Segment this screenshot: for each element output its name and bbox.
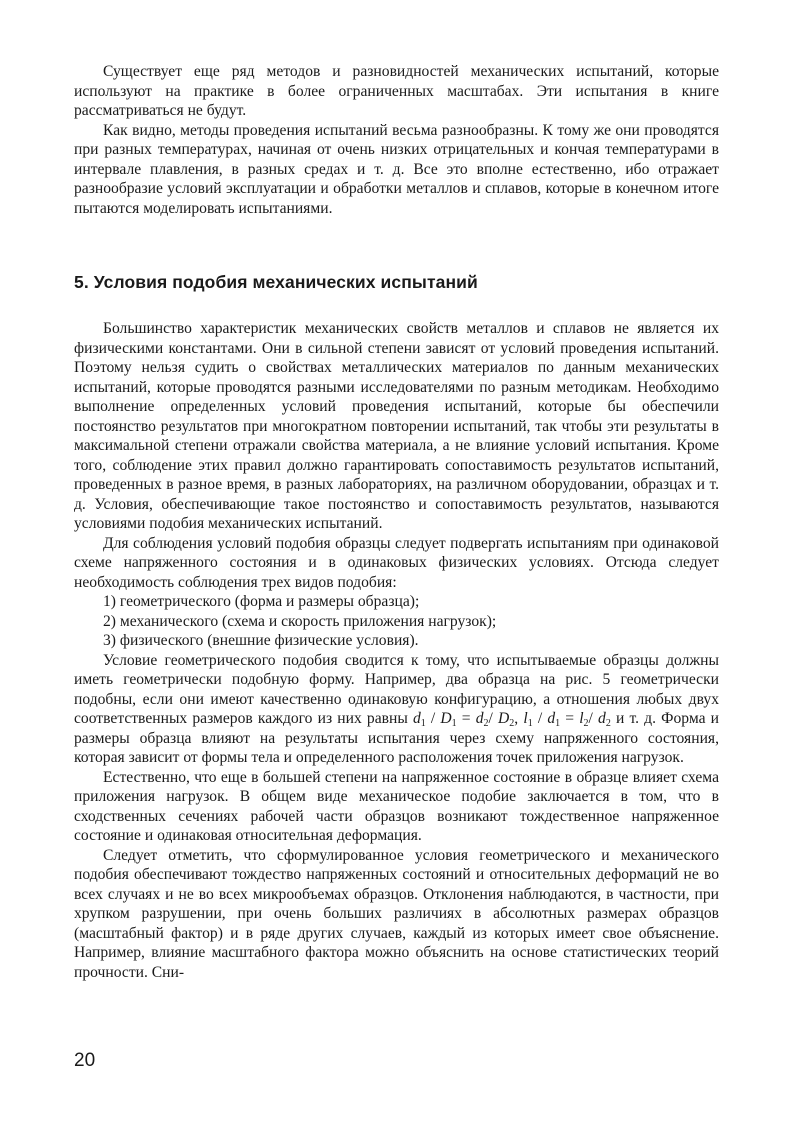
body-paragraph-1: Большинство характеристик механических свойств металлов и сплавов не является их физическими константами. Они в сильной степени зависят от условий проведения испытаний. Поэтому нельзя судить о свойствах металлических материалов по данным механических испытаний, которые проводятся разными исследователями по разным методикам. Необходимо выполнение определенных условий проведения испытаний, которые бы обеспечили постоянство результатов при многократном повторении испытаний, так чтобы эти результаты в максимальной степени отражали свойства материала, а не влияние условий испытания. Кроме того, соблюдение этих правил должно гарантировать сопоставимость результатов испытаний, проведенных в разное время, в разных лабораториях, на различном оборудовании, образцах и т. д. Условия, обеспечивающие такое постоянство и сопоставимость результатов, называются условиями подобия механических испытаний.: [74, 320, 719, 532]
body-paragraph-5: Следует отметить, что сформулированное условия геометрического и механического подобия обеспечивают тождество напряженных состояний и относительных деформаций не во всех случаях и не во всех микрообъемах образцов. Отклонения наблюдаются, в частности, при хрупком разрушении, при очень больших различиях в абсолютных размерах образцов (масштабный фактор) и в ряде других случаев, каждый из которых имеет свое объяснение. Например, влияние масштабного фактора можно объяснить на основе статистических теорий прочности. Сни-: [74, 846, 719, 981]
page-number: 20: [74, 1050, 96, 1071]
list-item-2: 2) механического (схема и скорость приложения нагрузок);: [103, 612, 497, 630]
body-paragraph-4: Естественно, что еще в большей степени на напряженное состояние в образце влияет схема приложения нагрузок. В общем виде механическое подобие заключается в том, что в сходственных сечениях рабочей части образцов возникают тождественное напряженное состояние и одинаковая относительная деформация.: [74, 768, 719, 844]
list-item-1: 1) геометрического (форма и размеры образца);: [103, 593, 420, 610]
list-item-3: 3) физического (внешние физические условия).: [103, 632, 419, 649]
section-heading: 5. Условия подобия механических испытаний: [74, 272, 478, 292]
intro-paragraph-2: Как видно, методы проведения испытаний весьма разнообразны. К тому же они проводятся при разных температурах, начиная от очень низких отрицательных и кончая температурами в интервале плавления, в разных средах и т. д. Все это вполне естественно, ибо отражает разнообразие условий эксплуатации и обработки металлов и сплавов, которые в конечном итоге пытаются моделировать испытаниями.: [74, 121, 719, 217]
body-paragraph-3: [74, 651, 719, 768]
similarity-formula: $d_1 / D_1 = d_2/$ $D_2$, $l_1 / d_1 = l_2/$ $d_2$: [412, 710, 611, 729]
intro-block: [74, 62, 719, 218]
intro-paragraph-1: Существует еще ряд методов и разновидностей механических испытаний, которые используют на практике в более ограниченных масштабах. Эти испытания в книге рассматриваться не будут.: [74, 63, 719, 119]
paragraph-3-text-b: и т. д. Форма и размеры образца влияют на результаты испытания через схему напряженного состояния, которая зависит от формы тела и определенного расположения точек приложения нагрузок.: [74, 710, 719, 766]
paragraph-3-text-a: Условие геометрического подобия сводится к тому, что испытываемые образцы должны иметь геометрически подобную форму. Например, два образца на рис. 5 геометрически подобны, если они имеют качественно одинаковую конфигурацию, а отношения любых двух соответственных размеров каждого из них равны: [74, 651, 719, 727]
section-body: [74, 319, 719, 982]
body-paragraph-2: Для соблюдения условий подобия образцы следует подвергать испытаниям при одинаковой схеме напряженного состояния и в одинаковых физических условиях. Отсюда следует необходимость соблюдения трех видов подобия:: [74, 534, 719, 591]
